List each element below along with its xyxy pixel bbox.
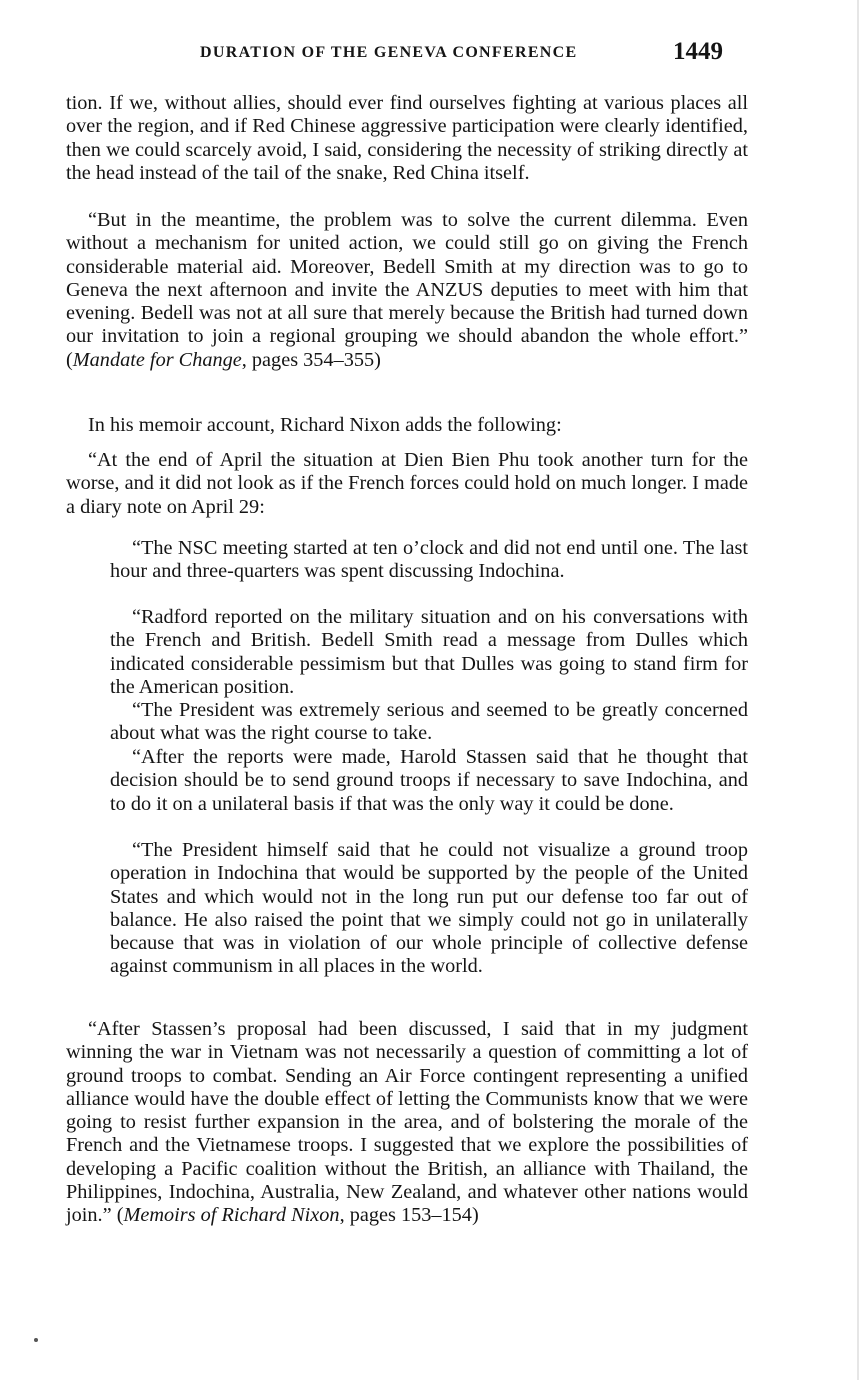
paragraph-eisenhower-quote: “But in the meantime, the problem was to solve the current dilemma. Even without a mechanism for united action, we could still go on giving the French considerable material aid. Moreover, Bedell Smith at my direction was to go to Geneva the next afternoon and invite the ANZUS deputies to meet with him that evening. Bedell was not at all sure that merely because the British had turned down our invitation to join a regional grouping we should abandon the whole effort.” (Mandate for Change, pages 354–355) <box>66 209 748 371</box>
citation-pages-mandate: , pages 354–355) <box>241 348 381 371</box>
nixon-final-text: “After Stassen’s proposal had been discussed, I said that in my judgment winning the war in Vietnam was not necessarily a question of committing a lot of ground troops to combat. Sending an Air Force contingent representing a unified alliance would have the double effect of letting the Communists know that we were going to resist further expansion in the area, and of bolstering the morale of the French and the Vietnamese troops. I suggested that we explore the possibilities of developing a Pacific coalition without the British, an alliance with Thailand, the Philippines, Indochina, Australia, New Zealand, and whatever other nations would join.” <box>66 1018 748 1227</box>
paragraph-nixon-memoir: “At the end of April the situation at Dien Bien Phu took another turn for the worse, and it did not look as if the French forces could hold on much longer. I made a diary note on April 29: <box>66 449 748 518</box>
citation-title-mandate: Mandate for Change <box>72 348 242 371</box>
paragraph-nixon-intro: In his memoir account, Richard Nixon adds the following: <box>88 414 562 436</box>
paragraph-continuation: tion. If we, without allies, should ever find ourselves fighting at various places all over the region, and if Red Chinese aggressive participation were clearly identified, then we could scarcely avoid, I said, considering the necessity of striking directly at the head instead of the tail of the snake, Red China itself. <box>66 92 748 184</box>
page-edge <box>857 0 859 1380</box>
citation-title-memoirs: Memoirs of Richard Nixon <box>123 1204 340 1227</box>
diary-paragraph: “After the reports were made, Harold Stassen said that he thought that decision should be to send ground troops if necessary to save Indochina, and to do it on a unilateral basis if that was the only way it could be done. <box>110 746 748 815</box>
diary-paragraph: “The President was extremely serious and seemed to be greatly concerned about what was the right course to take. <box>110 699 748 745</box>
running-head: DURATION OF THE GENEVA CONFERENCE <box>200 44 578 61</box>
margin-dot <box>34 1338 38 1342</box>
diary-paragraph: “The NSC meeting started at ten o’clock and did not end until one. The last hour and three-quarters was spent discussing Indochina. <box>110 537 748 583</box>
paragraph-nixon-final: “After Stassen’s proposal had been discussed, I said that in my judgment winning the war in Vietnam was not necessarily a question of committing a lot of ground troops to combat. Sending an Air Force contingent representing a unified alliance would have the double effect of letting the Communists know that we were going to resist further expansion in the area, and of bolstering the morale of the French and the Vietnamese troops. I suggested that we explore the possibilities of developing a Pacific coalition without the British, an alliance with Thailand, the Philippines, Indochina, Australia, New Zealand, and whatever other nations would join.” (Memoirs of Richard Nixon, pages 153–154) <box>66 1018 748 1227</box>
eisenhower-quote-text: “But in the meantime, the problem was to solve the current dilemma. Even without a mechanism for united action, we could still go on giving the French considerable material aid. Moreover, Bedell Smith at my direction was to go to Geneva the next afternoon and invite the ANZUS deputies to meet with him that evening. Bedell was not at all sure that merely because the British had turned down our invitation to join a regional grouping we should abandon the whole effort.” <box>66 209 748 348</box>
diary-paragraph: “Radford reported on the military situation and on his conversations with the French and British. Bedell Smith read a message from Dulles which indicated considerable pessimism but that Dulles was going to stand firm for the American position. <box>110 606 748 698</box>
citation-pages-memoirs: pages 153–154) <box>349 1204 479 1227</box>
page-number: 1449 <box>673 38 723 65</box>
diary-paragraph: “The President himself said that he could not visualize a ground troop operation in Indochina that would be supported by the people of the United States and which would not in the long run put our defense too far out of balance. He also raised the point that we simply could not go in unilaterally because that was in violation of our whole principle of collective defense against communism in all places in the world. <box>110 839 748 978</box>
